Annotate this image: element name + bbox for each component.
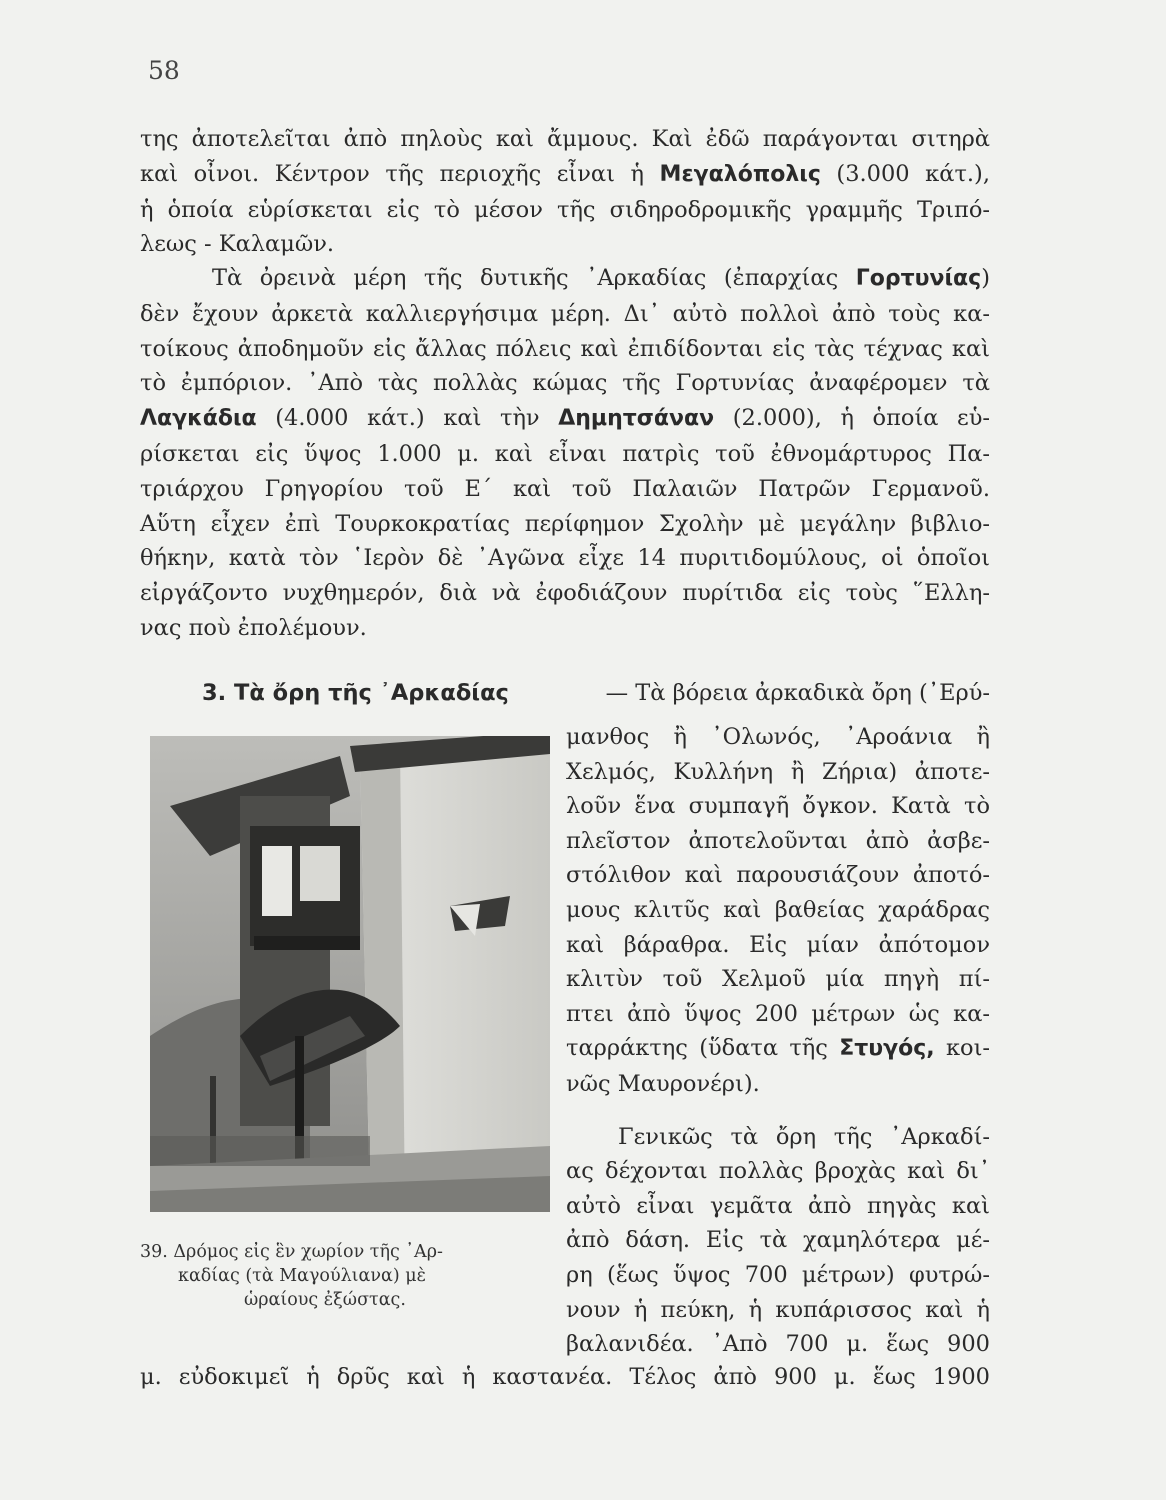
text-line: Αὕτη εἶχεν ἐπὶ Τουρκοκρατίας περίφημον Σχολὴν μὲ μεγάλην βιβλιο- xyxy=(140,510,990,537)
text-line: νῶς Μαυρονέρι). xyxy=(566,1070,760,1097)
right-column-text xyxy=(566,720,990,1362)
page-number: 58 xyxy=(148,56,180,85)
text-line: ἀπὸ δάση. Εἰς τὰ χαμηλότερα μέ- xyxy=(566,1227,990,1254)
text-line: θήκην, κατὰ τὸν ῾Ιερὸν δὲ ᾿Αγῶνα εἶχε 14 πυριτιδομύλους, οἱ ὁποῖοι xyxy=(140,545,990,572)
paragraph-gortynia xyxy=(140,261,990,646)
text-line: ρίσκεται εἰς ὕψος 1.000 μ. καὶ εἶναι πατρὶς τοῦ ἐθνομάρτυρος Πα- xyxy=(140,440,990,467)
text-line: καὶ οἶνοι. Κέντρον τῆς περιοχῆς εἶναι ἡ Μεγαλόπολις (3.000 κάτ.), xyxy=(140,160,990,187)
section-heading: 3. Τὰ ὄρη τῆς ᾿Αρκαδίας xyxy=(202,680,509,706)
text-line: καὶ βάραθρα. Εἰς μίαν ἀπότομον xyxy=(566,931,990,958)
text-line: ας δέχονται πολλὰς βροχὰς καὶ δι᾿ xyxy=(566,1158,990,1185)
text-line: βαλανιδέα. ᾿Απὸ 700 μ. ἕως 900 xyxy=(566,1331,990,1358)
text-line: νουν ἡ πεύκη, ἡ κυπάρισσος καὶ ἡ xyxy=(566,1296,990,1323)
text-line: ἡ ὁποία εὑρίσκεται εἰς τὸ μέσον τῆς σιδηροδρομικῆς γραμμῆς Τριπό- xyxy=(140,196,990,223)
text-line: Λαγκάδια (4.000 κάτ.) καὶ τὴν Δημητσάναν (2.000), ἡ ὁποία εὑ- xyxy=(140,405,990,432)
text-line: πτει ἀπὸ ὕψος 200 μέτρων ὡς κα- xyxy=(566,1000,990,1027)
text-line: Τὰ ὀρεινὰ μέρη τῆς δυτικῆς ᾿Αρκαδίας (ἐπαρχίας Γορτυνίας) xyxy=(212,265,990,291)
text-line: μανθος ἢ ᾿Ολωνός, ᾿Αροάνια ἢ xyxy=(566,724,990,750)
text-line: Χελμός, Κυλλήνη ἢ Ζήρια) ἀποτε- xyxy=(566,758,990,785)
text-line: πλεῖστον ἀποτελοῦνται ἀπὸ ἀσβε- xyxy=(566,827,990,854)
village-street-photo xyxy=(150,736,550,1212)
text-line: νας ποὺ ἐπολέμουν. xyxy=(140,614,367,641)
text-line: τριάρχου Γρηγορίου τοῦ Ε΄ καὶ τοῦ Παλαιῶν Πατρῶν Γερμανοῦ. xyxy=(140,475,990,502)
text-line: λεως - Καλαμῶν. xyxy=(140,231,335,258)
text-line: κλιτὺν τοῦ Χελμοῦ μία πηγὴ πί- xyxy=(566,966,990,993)
paragraph-soil-and-megalopolis xyxy=(140,122,990,262)
text-line: Γενικῶς τὰ ὄρη τῆς ᾿Αρκαδί- xyxy=(618,1123,990,1150)
text-line: εἰργάζοντο νυχθημερόν, διὰ νὰ ἐφοδιάζουν πυρίτιδα εἰς τοὺς ῞Ελλη- xyxy=(140,580,990,607)
bold-term-megalopolis: Μεγαλόπολις xyxy=(659,161,821,187)
caption-line: καδίας (τὰ Μαγούλιανα) μὲ xyxy=(178,1266,426,1286)
text-line: αὐτὸ εἶναι γεμᾶτα ἀπὸ πηγὰς καὶ xyxy=(566,1192,990,1219)
bold-term-gortynia: Γορτυνίας xyxy=(855,266,982,291)
bold-term-lagkadia: Λαγκάδια xyxy=(140,406,257,432)
text-line: λοῦν ἕνα συμπαγῆ ὄγκον. Κατὰ τὸ xyxy=(566,793,990,820)
text-line: μους κλιτῦς καὶ βαθείας χαράδρας xyxy=(566,896,990,923)
bold-term-stygos: Στυγός, xyxy=(839,1036,935,1062)
text-line: στόλιθον καὶ παρουσιάζουν ἀποτό- xyxy=(566,862,990,889)
bold-term-dimitsana: Δημητσάναν xyxy=(558,406,715,432)
text-line: δὲν ἔχουν ἀρκετὰ καλλιεργήσιμα μέρη. Δι᾿ αὐτὸ πολλοὶ ἀπὸ τοὺς κα- xyxy=(140,300,990,327)
section-heading-line xyxy=(140,676,990,711)
text-line: ταρράκτης (ὕδατα τῆς Στυγός, κοι- xyxy=(566,1035,990,1062)
text-line: τοίκους ἀποδημοῦν εἰς ἄλλας πόλεις καὶ ἐπιδίδονται εἰς τὰς τέχνας καὶ xyxy=(140,335,990,362)
photo-illustration xyxy=(150,736,550,1212)
text-line: ρη (ἕως ὕψος 700 μέτρων) φυτρώ- xyxy=(566,1261,990,1288)
text-line-final: μ. εὐδοκιμεῖ ἡ δρῦς καὶ ἡ καστανέα. Τέλος ἀπὸ 900 μ. ἕως 1900 xyxy=(140,1364,990,1390)
figure-caption xyxy=(140,1240,550,1312)
caption-line: 39. Δρόμος εἰς ἓν χωρίον τῆς ᾿Αρ- xyxy=(140,1242,443,1262)
section-heading-tail: — Τὰ βόρεια ἀρκαδικὰ ὄρη (᾿Ερύ- xyxy=(605,680,990,706)
text-line: της ἀποτελεῖται ἀπὸ πηλοὺς καὶ ἄμμους. Καὶ ἐδῶ παράγονται σιτηρὰ xyxy=(140,126,990,152)
caption-line: ὡραίους ἐξώστας. xyxy=(244,1290,406,1310)
text-line: τὸ ἐμπόριον. ᾿Απὸ τὰς πολλὰς κώμας τῆς Γορτυνίας ἀναφέρομεν τὰ xyxy=(140,370,990,397)
